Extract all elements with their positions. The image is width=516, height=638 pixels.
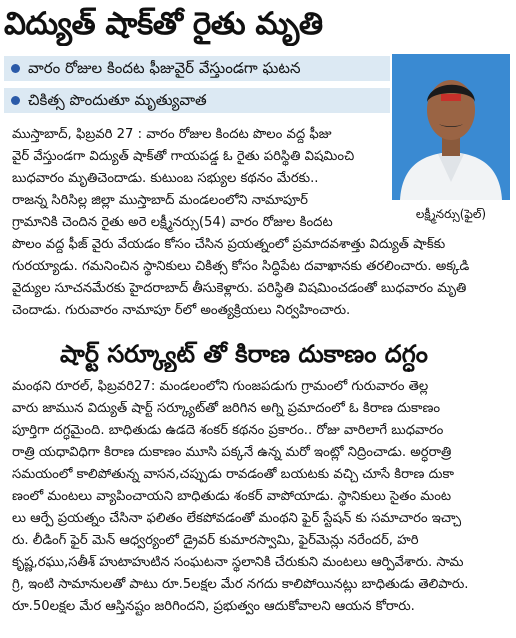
article2-line: పూర్తిగా దగ్ధమైంది. బాధితుడు ఉడదె శంకర్ కథనం ప్రకారం.. రోజు వారిలాగే బుధవారం [12, 423, 444, 438]
article2-line: గ్రి, ఇంటి సామానులతో పాటు రూ.5లక్షల మేర నగదు కాలిపోయినట్లు బాధితుడు తెలిపారు. [12, 577, 469, 592]
article1-line: వైద్యుల సూచనమేరకు హైదరాబాద్ తీసుకెళ్లారు. పరిస్థితి విషమించడంతో బుధవారం మృతి [12, 281, 467, 296]
subheadline-2 [4, 88, 390, 113]
portrait-illustration [392, 54, 510, 200]
article2-line: సమయంలో కాలిపోతున్న వాసన,చప్పుడు రావడంతో బయటకు వచ్చి చూసే కిరాణ దుకా [12, 467, 454, 482]
article1-body-bottom [12, 234, 510, 322]
bullet-icon [11, 64, 20, 73]
article2-line: లు ఆర్పే ప్రయత్నం చేసినా ఫలితం లేకపోవడంతో మంథని ఫైర్ స్టేషన్ కు సమాచారం ఇచ్చా [12, 511, 462, 526]
photo-caption: లక్ష్మీనర్సు(ఫైల్) [415, 207, 487, 221]
article2-line: కృష్ణ,రఘు,సతీశ్ హుటాహుటిన సంఘటనా స్థలానికి చేరుకుని మంటలు ఆర్పివేశారు. సామ [12, 555, 464, 570]
article1-line: గురయ్యాడు. గమనించిన స్థానికులు చికిత్స కోసం సిద్ధిపేట దవాఖానకు తరలించారు. అక్కడి [12, 259, 470, 274]
article1-line: రాజన్న సిరిసిల్ల జిల్లా ముస్తాబాద్ మండలంలోని నామాపూర్ [12, 193, 308, 208]
article1-line: ముస్తాబాద్, ఫిబ్రవరి 27 : వారం రోజుల కిందట పొలం వద్ద ఫీజు [12, 127, 332, 142]
headline-shop-fire: షార్ట్ సర్క్యూట్ తో కిరాణ దుకాణం దగ్ధం [60, 340, 428, 368]
article2-body [12, 376, 510, 618]
headline-farmer-death: విద్యుత్ షాక్‌తో రైతు మృతి [4, 6, 323, 42]
subheadline-list [4, 56, 390, 120]
article1-line: వైర్ వేస్తుండగా విద్యుత్ షాక్‌తో గాయపడ్డ ఓ రైతు పరిస్థితి విషమించి [12, 149, 355, 164]
article1-line: పొలం వద్ద ఫీజ్ వైరు వేయడం కోసం చేసిన ప్రయత్నంలో ప్రమాదవశాత్తు విద్యుత్ షాక్‌కు [12, 237, 446, 252]
article1-line: బుధవారం మృతిచెందాడు. కుటుంబ సభ్యుల కథనం మేరకు.. [12, 171, 319, 186]
bullet-icon [11, 96, 20, 105]
article2-line: వారు జామున విద్యుత్ షార్ట్ సర్క్యూట్‌తో జరిగిన అగ్ని ప్రమాదంలో ఓ కిరాణ దుకాణం [12, 401, 441, 416]
subheadline-1 [4, 56, 390, 81]
article1-body-top [12, 124, 392, 234]
article1-line: చెందాడు. గురువారం నామాపూ ర్‌లో అంత్యక్రియలు నిర్వహించారు. [12, 303, 351, 318]
subheadline-text: చికిత్స పొందుతూ మృత్యువాత [28, 91, 207, 109]
farmer-photo [392, 54, 510, 200]
article2-line: ణంలో మంటలు వ్యాపించాయని బాధితుడు శంకర్ వాపోయాడు. స్థానికులు సైతం మంట [12, 489, 452, 504]
subheadline-text: వారం రోజుల కిందట ఫీజువైర్ వేస్తుండగా ఘటన [28, 59, 301, 77]
article2-line: రాత్రి యధావిధిగా కిరాణ దుకాణం మూసి పక్కనే ఉన్న మరో ఇంట్లో నిద్రించాడు. అర్ధరాత్రి [12, 445, 452, 460]
article2-line: రూ.50లక్షల మేర ఆస్తినష్టం జరిగిందని, ప్రభుత్వం ఆదుకోవాలని ఆయన కోరారు. [12, 599, 415, 614]
article2-line: మంథని రూరల్, ఫిబ్రవరి27: మండలంలోని గుంజపడుగు గ్రామంలో గురువారం తెల్ల [12, 379, 429, 394]
article2-line: రు. లీడింగ్ ఫైర్ మెన్ ఆధ్వర్యంలో డ్రైవర్ కుమారస్వామి, ఫైర్‌మెన్లు నరేందర్, హరి [12, 533, 419, 548]
article1-line: గ్రామానికి చెందిన రైతు అరె లక్ష్మీనర్సు(54) వారం రోజుల కిందట [12, 215, 333, 230]
